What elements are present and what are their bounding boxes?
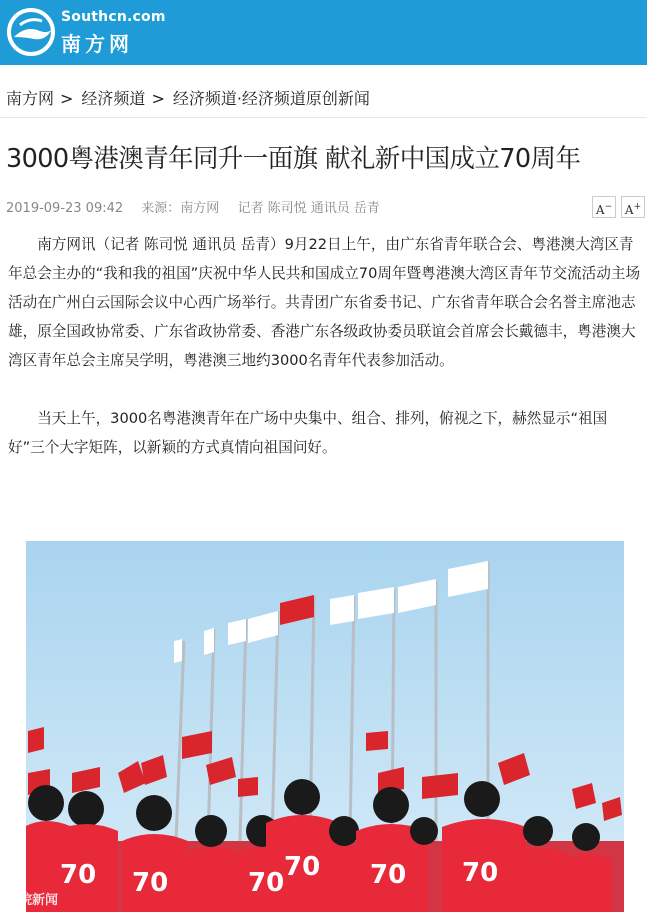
minus-icon: − bbox=[604, 202, 613, 212]
photo-flag-raising-illustration bbox=[26, 541, 624, 912]
article-datetime: 2019-09-23 09:42 bbox=[6, 201, 124, 216]
site-header bbox=[0, 0, 647, 65]
shirt-number-text: 70 bbox=[248, 868, 285, 898]
article-meta bbox=[6, 197, 394, 216]
logo-text-en: Southcn.com bbox=[61, 9, 166, 25]
breadcrumb-separator: > bbox=[60, 89, 74, 108]
breadcrumb-link-economy[interactable]: 经济频道 bbox=[81, 89, 146, 108]
breadcrumb-link-original-news[interactable]: 经济频道·经济频道原创新闻 bbox=[172, 89, 370, 108]
article-source: 来源：南方网 bbox=[141, 201, 220, 216]
font-smaller-button[interactable]: A− bbox=[592, 196, 616, 218]
article-body bbox=[8, 230, 643, 462]
shirt-number-text: 70 bbox=[284, 852, 321, 882]
breadcrumb-divider bbox=[0, 117, 647, 118]
article-authors: 记者 陈司悦 通讯员 岳青 bbox=[237, 201, 380, 216]
font-larger-button[interactable]: A+ bbox=[621, 196, 645, 218]
logo-text-cn: 南方网 bbox=[61, 32, 133, 56]
shirt-number-text: 70 bbox=[60, 860, 97, 890]
article-paragraph: 当天上午，3000名粤港澳青年在广场中央集中、组合、排列，俯视之下，赫然显示“祖国好”三个大字矩阵，以新颖的方式真情向祖国问好。 bbox=[8, 410, 608, 456]
shirt-number-text: 70 bbox=[370, 860, 407, 890]
shirt-number-text: 70 bbox=[462, 858, 499, 888]
article-title: 3000粤港澳青年同升一面旗 献礼新中国成立70周年 bbox=[6, 144, 581, 174]
southcn-logo-icon[interactable] bbox=[6, 7, 56, 57]
shirt-number-text: 70 bbox=[132, 868, 169, 898]
breadcrumb bbox=[6, 86, 370, 109]
photo-watermark: 大皖新闻 bbox=[6, 893, 59, 908]
breadcrumb-link-home[interactable]: 南方网 bbox=[6, 89, 55, 108]
article-photo bbox=[26, 541, 624, 912]
plus-icon: + bbox=[633, 202, 642, 212]
article-paragraph: 南方网讯（记者 陈司悦 通讯员 岳青）9月22日上午，由广东省青年联合会、粤港澳大湾区青年总会主办的“我和我的祖国”庆祝中华人民共和国成立70周年暨粤港澳大湾区青年节交流活动主场活动在广州白云国际会议中心西广场举行。共青团广东省委书记、广东省青年联合会名誉主席池志雄，原全国政协常委、广东省政协常委、香港广东各级政协委员联谊会首席会长戴德丰，粤港澳大湾区青年总会主席吴学明，粤港澳三地约3000名青年代表参加活动。 bbox=[8, 236, 641, 369]
breadcrumb-separator: > bbox=[151, 89, 165, 108]
